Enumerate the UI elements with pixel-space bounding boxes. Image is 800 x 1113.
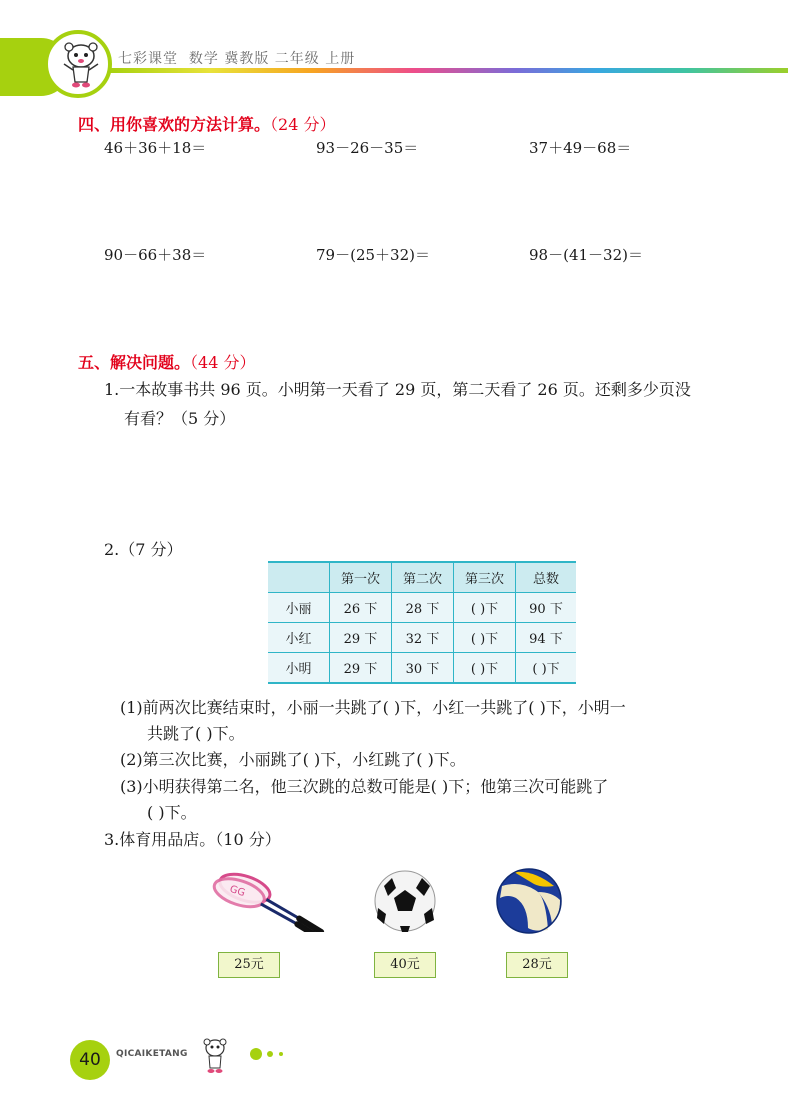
table-header-cell: 第一次 (330, 562, 392, 593)
footer-brand: QICAIKETANG (116, 1049, 188, 1059)
section4-title: 四、用你喜欢的方法计算。（24 分） (78, 115, 336, 134)
question2-label: 2.（7 分） (104, 540, 183, 559)
table-cell: 小红 (268, 623, 330, 653)
table-header-cell: 总数 (516, 562, 577, 593)
table-cell: ( )下 (454, 593, 516, 623)
price-tag: 28元 (506, 952, 568, 978)
table-cell: ( )下 (516, 653, 577, 684)
header-rainbow-line (108, 68, 788, 73)
decor-dot (267, 1051, 273, 1057)
calc-expression: 93－26－35＝ (316, 139, 419, 157)
question2-sub3-cont: ( )下。 (147, 803, 197, 822)
table-cell: 小明 (268, 653, 330, 684)
question2-sub2: (2)第三次比赛，小丽跳了( )下，小红跳了( )下。 (120, 750, 466, 769)
table-cell: 28 下 (392, 593, 454, 623)
footer-mascot-icon (200, 1036, 230, 1078)
question2-sub1-cont: 共跳了( )下。 (147, 724, 245, 743)
table-cell: 30 下 (392, 653, 454, 684)
calc-expression: 90－66＋38＝ (104, 246, 207, 264)
decor-dot (250, 1048, 262, 1060)
table-cell: 29 下 (330, 623, 392, 653)
table-cell: 29 下 (330, 653, 392, 684)
table-row (268, 593, 576, 623)
question2-sub3: (3)小明获得第二名，他三次跳的总数可能是( )下；他第三次可能跳了 (120, 777, 609, 796)
table-cell: 32 下 (392, 623, 454, 653)
calc-expression: 98－(41－32)＝ (529, 246, 643, 264)
question3-label: 3.体育用品店。（10 分） (104, 830, 281, 849)
volleyball-icon (494, 866, 564, 936)
table-header-cell (268, 562, 330, 593)
question1-text-cont: 有看？（5 分） (124, 409, 236, 428)
calc-expression: 46＋36＋18＝ (104, 139, 207, 157)
calc-expression: 79－(25＋32)＝ (316, 246, 430, 264)
question2-sub1: (1)前两次比赛结束时，小丽一共跳了( )下，小红一共跳了( )下，小明一 (120, 698, 626, 717)
table-cell: ( )下 (454, 623, 516, 653)
mascot-icon (56, 38, 106, 90)
price-tag: 40元 (374, 952, 436, 978)
table-row (268, 623, 576, 653)
table-cell: 90 下 (516, 593, 577, 623)
section5-title: 五、解决问题。（44 分） (78, 353, 256, 372)
table-cell: ( )下 (454, 653, 516, 684)
header-title: 七彩课堂 数学 冀教版 二年级 上册 (118, 51, 356, 67)
page-number: 40 (79, 1050, 101, 1070)
table-header-cell: 第三次 (454, 562, 516, 593)
table-header-row (268, 562, 576, 593)
table-cell: 26 下 (330, 593, 392, 623)
soccer-ball-icon (372, 868, 438, 934)
decor-dot (279, 1052, 283, 1056)
table-header-cell: 第二次 (392, 562, 454, 593)
badminton-racket-icon (210, 872, 350, 932)
svg-text:GG: GG (228, 883, 247, 900)
price-tag: 25元 (218, 952, 280, 978)
table-row (268, 653, 576, 684)
question1-text: 1.一本故事书共 96 页。小明第一天看了 29 页，第二天看了 26 页。还剩多少页没 (104, 380, 691, 399)
table-cell: 小丽 (268, 593, 330, 623)
jump-rope-table (268, 561, 576, 684)
calc-expression: 37＋49－68＝ (529, 139, 632, 157)
table-cell: 94 下 (516, 623, 577, 653)
